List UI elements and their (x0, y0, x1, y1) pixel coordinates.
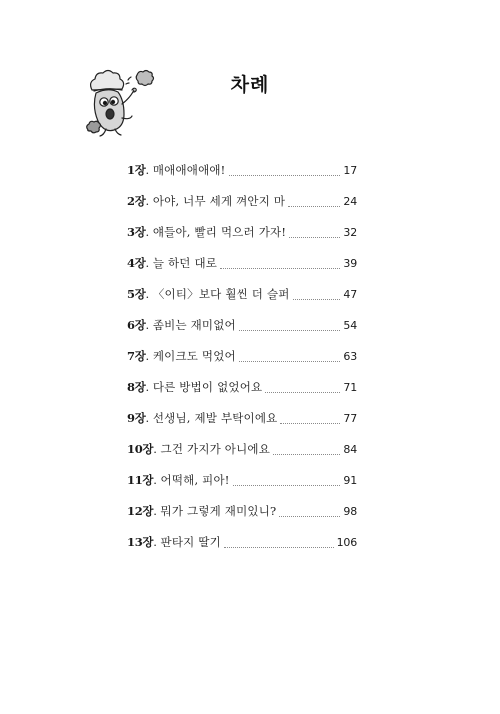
page-number: 17 (343, 164, 357, 177)
page-number: 39 (343, 257, 357, 270)
toc-entry[interactable] (127, 189, 357, 220)
chapter-number: 2장 (127, 194, 146, 208)
page-number: 91 (343, 474, 357, 487)
page-title: 차례 (230, 74, 270, 96)
chapter-separator: . (145, 318, 153, 332)
chapter-separator: . (145, 194, 153, 208)
page-number: 71 (343, 381, 357, 394)
chapter-title: 다른 방법이 없었어요 (152, 380, 263, 394)
chapter-title: 그건 가지가 아니에요 (160, 442, 271, 456)
chapter-separator: . (153, 504, 161, 518)
toc-entry[interactable] (127, 406, 357, 437)
page-number: 63 (343, 350, 357, 363)
dot-leader (224, 546, 334, 548)
toc-entry[interactable] (127, 375, 357, 406)
toc-list (127, 158, 357, 561)
chef-bean-character-icon (82, 66, 166, 144)
chapter-separator: . (145, 163, 153, 177)
chapter-number: 6장 (127, 318, 146, 332)
dot-leader (279, 515, 340, 517)
chapter-title: 어떡해, 피아! (160, 473, 230, 487)
chapter-title: 판타지 딸기 (160, 535, 221, 549)
chapter-separator: . (145, 380, 153, 394)
page-number: 84 (343, 443, 357, 456)
chapter-title: 케이크도 먹었어 (152, 349, 236, 363)
chapter-title: 〈이티〉보다 훨씬 더 슬퍼 (152, 287, 290, 301)
dot-leader (220, 267, 340, 269)
dot-leader (280, 422, 340, 424)
toc-entry[interactable] (127, 282, 357, 313)
toc-entry[interactable] (127, 313, 357, 344)
chapter-number: 12장 (127, 504, 154, 518)
chapter-title: 얘들아, 빨리 먹으러 가자! (152, 225, 287, 239)
toc-entry[interactable] (127, 530, 357, 561)
toc-entry[interactable] (127, 437, 357, 468)
chapter-title: 늘 하던 대로 (152, 256, 218, 270)
chapter-number: 11장 (127, 473, 154, 487)
toc-entry[interactable] (127, 220, 357, 251)
dot-leader (233, 484, 341, 486)
chapter-number: 3장 (127, 225, 146, 239)
toc-entry[interactable] (127, 344, 357, 375)
toc-entry[interactable] (127, 251, 357, 282)
page-number: 47 (343, 288, 357, 301)
dot-leader (289, 236, 340, 238)
dot-leader (265, 391, 340, 393)
dot-leader (293, 298, 341, 300)
chapter-number: 13장 (127, 535, 154, 549)
chapter-number: 5장 (127, 287, 146, 301)
chapter-number: 4장 (127, 256, 146, 270)
chapter-separator: . (153, 473, 161, 487)
chapter-title: 아야, 너무 세게 껴안지 마 (152, 194, 286, 208)
chapter-number: 7장 (127, 349, 146, 363)
page-number: 32 (343, 226, 357, 239)
chapter-title: 선생님, 제발 부탁이에요 (152, 411, 278, 425)
toc-entry[interactable] (127, 158, 357, 189)
dot-leader (239, 329, 341, 331)
chapter-separator: . (145, 349, 153, 363)
dot-leader (273, 453, 340, 455)
toc-entry[interactable] (127, 468, 357, 499)
chapter-separator: . (153, 442, 161, 456)
chapter-number: 8장 (127, 380, 146, 394)
chapter-title: 매애애애애애! (152, 163, 226, 177)
chapter-separator: . (145, 411, 153, 425)
page-number: 106 (336, 536, 357, 549)
chapter-number: 10장 (127, 442, 154, 456)
chapter-separator: . (153, 535, 161, 549)
chapter-title: 뭐가 그렇게 재미있니? (160, 504, 277, 518)
chapter-number: 1장 (127, 163, 146, 177)
toc-entry[interactable] (127, 499, 357, 530)
page-number: 24 (343, 195, 357, 208)
page-number: 77 (343, 412, 357, 425)
chapter-separator: . (145, 287, 153, 301)
chapter-title: 좀비는 재미없어 (152, 318, 236, 332)
chapter-number: 9장 (127, 411, 146, 425)
chapter-separator: . (145, 256, 153, 270)
page-number: 98 (343, 505, 357, 518)
dot-leader (288, 205, 340, 207)
dot-leader (229, 174, 341, 176)
chapter-separator: . (145, 225, 153, 239)
page-number: 54 (343, 319, 357, 332)
dot-leader (239, 360, 341, 362)
